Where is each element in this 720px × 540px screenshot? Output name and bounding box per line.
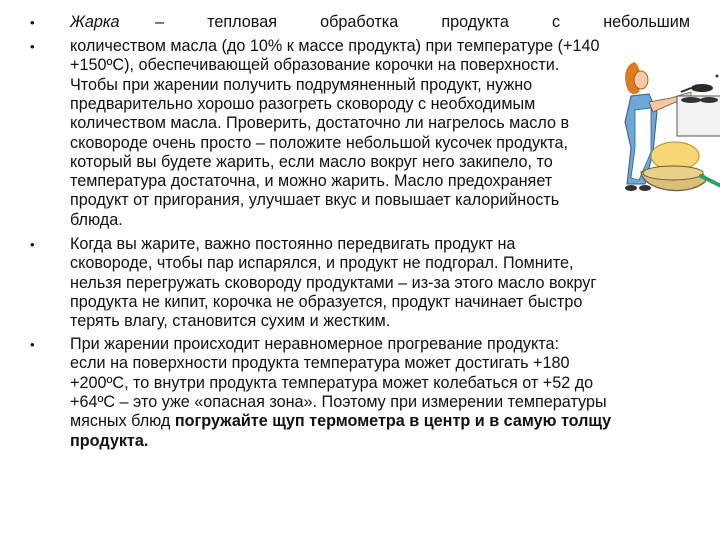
definition-word: небольшим bbox=[603, 13, 690, 31]
text-line: предварительно хорошо разогреть сковороду с необходимым bbox=[70, 94, 536, 113]
text-line: количеством масла (до 10% к массе продукта) при температуре (+140 bbox=[70, 37, 600, 55]
spark-shape bbox=[716, 75, 719, 78]
bullet-marker: • bbox=[30, 39, 35, 54]
text-line: терять влагу, становится сухим и жестким. bbox=[70, 312, 391, 331]
bullet-marker: • bbox=[30, 237, 35, 252]
bullet-marker: • bbox=[30, 337, 35, 352]
text-line: Чтобы при жарении получить подрумяненный продукт, нужно bbox=[70, 75, 533, 94]
shoe-shape bbox=[639, 185, 651, 191]
definition-word: – bbox=[155, 13, 165, 31]
definition-word: тепловая bbox=[207, 13, 277, 31]
bullet-uneven-heating bbox=[30, 335, 690, 455]
text-line: блюда. bbox=[70, 210, 123, 229]
term-zharka: Жарка bbox=[70, 13, 120, 31]
frying-pan-rim-shape bbox=[643, 166, 703, 180]
text-line bbox=[70, 412, 611, 431]
text-plain: мясных блюд bbox=[70, 412, 175, 431]
bullet-marker: • bbox=[30, 15, 35, 30]
text-line: +150ºС), обеспечивающей образование корочки на поверхности. bbox=[70, 56, 560, 75]
text-bold-instruction-end: продукта. bbox=[70, 431, 149, 450]
face-shape bbox=[634, 71, 648, 89]
pan-handle-shape bbox=[681, 88, 691, 92]
definition-line bbox=[70, 13, 690, 32]
bullet-definition bbox=[30, 13, 690, 33]
text-bold-instruction: погружайте щуп термометра в центр и в самую толщу bbox=[174, 412, 612, 431]
text-line: сковороде очень просто – положите небольшой кусочек продукта, bbox=[70, 133, 569, 152]
text-line: продукта не кипит, корочка не образуется, продукт начинает быстро bbox=[70, 292, 583, 311]
pan-on-stove-shape bbox=[691, 84, 713, 92]
woman-cooking-at-stove-icon bbox=[605, 52, 720, 212]
text-line: нельзя перегружать сковороду продуктами – из-за этого масло вокруг bbox=[70, 273, 597, 292]
burner-shape bbox=[681, 97, 701, 103]
bullet-moving-product bbox=[30, 235, 690, 335]
text-line: +200ºС, то внутри продукта температура может колебаться от +52 до bbox=[70, 373, 594, 392]
definition-word: с bbox=[551, 13, 561, 31]
text-line: если на поверхности продукта температура может достигать +180 bbox=[70, 354, 570, 373]
text-line: Когда вы жарите, важно постоянно передвигать продукт на bbox=[70, 235, 516, 253]
definition-word: продукта bbox=[441, 13, 509, 31]
text-line: который вы будете жарить, если масло вокруг него закипело, то bbox=[70, 152, 553, 171]
text-line: +64ºС – это уже «опасная зона». Поэтому при измерении температуры bbox=[70, 392, 607, 411]
shoe-shape bbox=[625, 185, 637, 191]
definition-word: обработка bbox=[320, 13, 399, 31]
text-line: количеством масла. Проверить, достаточно ли нагрелось масло в bbox=[70, 114, 570, 133]
text-line: температура достаточна, и можно жарить. Масло предохраняет bbox=[70, 172, 553, 191]
definition-text bbox=[155, 13, 690, 32]
text-line: сковороде, чтобы пар испарялся, и продукт не подгорал. Помните, bbox=[70, 254, 574, 273]
text-line: При жарении происходит неравномерное прогревание продукта: bbox=[70, 335, 559, 353]
burner-shape bbox=[700, 97, 718, 103]
bullet-frying-process bbox=[30, 37, 690, 237]
text-line: продукт от пригорания, улучшает вкус и повышает калорийность bbox=[70, 191, 560, 210]
